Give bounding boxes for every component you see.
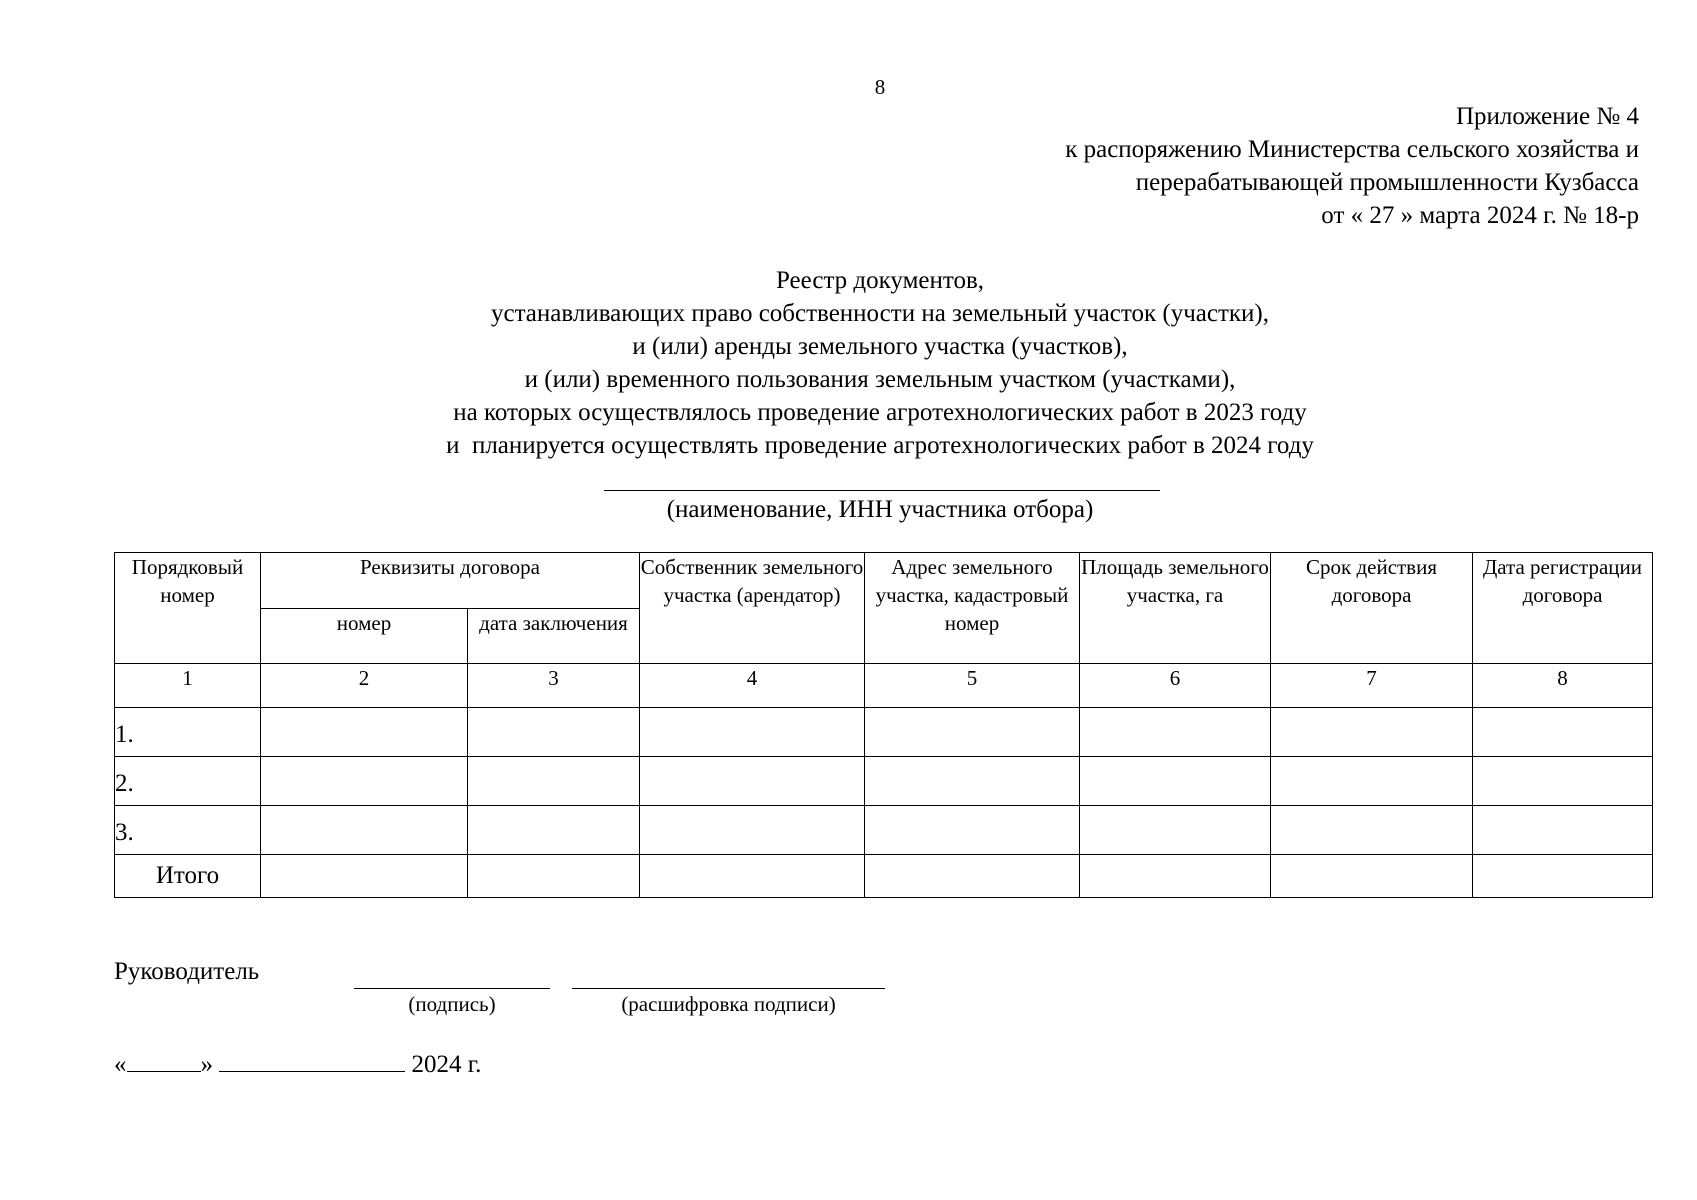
date-open-quote: « — [114, 1051, 127, 1078]
registry-table — [114, 552, 1653, 898]
table-cell[interactable] — [865, 855, 1080, 898]
column-number-row — [115, 664, 1653, 708]
table-cell[interactable] — [865, 806, 1080, 855]
date-close-quote: » — [200, 1051, 213, 1078]
appendix-line: Приложение № 4 — [1455, 103, 1639, 130]
appendix-line: перерабатывающей промышленности Кузбасса — [1135, 169, 1639, 196]
total-row — [115, 855, 1653, 898]
header-term: Срок действия договора — [1271, 553, 1473, 664]
table-cell[interactable] — [261, 806, 468, 855]
row-index: 3. — [115, 806, 261, 855]
title-line: и планируется осуществлять проведение агротехнологических работ в 2024 году — [446, 432, 1314, 459]
header-contract-date: дата заключения — [468, 609, 640, 664]
date-line — [114, 1049, 481, 1079]
table-row — [115, 757, 1653, 806]
table-row — [115, 806, 1653, 855]
participant-name-line[interactable] — [604, 490, 1160, 491]
header-contract-number: номер — [261, 609, 468, 664]
table-cell[interactable] — [640, 708, 865, 757]
header-area: Площадь земельного участка, га — [1080, 553, 1271, 664]
signature-caption: (подпись) — [408, 992, 496, 1016]
title-line: и (или) аренды земельного участка (участков), — [632, 333, 1128, 360]
table-cell[interactable] — [261, 855, 468, 898]
table-cell[interactable] — [261, 757, 468, 806]
table-cell[interactable] — [1271, 757, 1473, 806]
title-line: устанавливающих право собственности на земельный участок (участки), — [490, 300, 1269, 327]
table-cell[interactable] — [1473, 757, 1653, 806]
table-cell[interactable] — [640, 757, 865, 806]
table-cell[interactable] — [261, 708, 468, 757]
participant-caption: (наименование, ИНН участника отбора) — [666, 496, 1094, 523]
appendix-line: от « 27 » марта 2024 г. № 18-р — [1321, 202, 1639, 229]
table-cell[interactable] — [1080, 806, 1271, 855]
appendix-line: к распоряжению Министерства сельского хозяйства и — [1065, 136, 1639, 163]
table-cell[interactable] — [1080, 855, 1271, 898]
table-cell[interactable] — [1271, 806, 1473, 855]
column-number: 1 — [115, 664, 261, 708]
table-cell[interactable] — [1080, 708, 1271, 757]
document-title — [0, 264, 1697, 462]
header-contract-details: Реквизиты договора — [261, 553, 640, 609]
day-blank[interactable] — [127, 1049, 201, 1072]
column-number: 5 — [865, 664, 1080, 708]
column-number: 3 — [468, 664, 640, 708]
table-row — [115, 708, 1653, 757]
table-cell[interactable] — [1080, 757, 1271, 806]
page-number: 8 — [874, 75, 886, 99]
table-cell[interactable] — [468, 855, 640, 898]
column-number: 7 — [1271, 664, 1473, 708]
title-line: Реестр документов, — [775, 267, 985, 294]
table-cell[interactable] — [1271, 708, 1473, 757]
header-row — [115, 553, 1653, 609]
table-cell[interactable] — [640, 806, 865, 855]
month-blank[interactable] — [219, 1049, 405, 1072]
signature-decoding-line[interactable] — [572, 988, 885, 989]
header-registration-date: Дата регистрации договора — [1473, 553, 1653, 664]
total-label: Итого — [115, 855, 261, 898]
table-cell[interactable] — [1473, 806, 1653, 855]
table-cell[interactable] — [865, 757, 1080, 806]
column-number: 8 — [1473, 664, 1653, 708]
signature-decoding-caption: (расшифровка подписи) — [621, 992, 836, 1016]
header-address: Адрес земельного участка, кадастровый номер — [865, 553, 1080, 664]
table-cell[interactable] — [1473, 708, 1653, 757]
column-number: 4 — [640, 664, 865, 708]
table-cell[interactable] — [468, 757, 640, 806]
date-year: 2024 г. — [411, 1051, 482, 1078]
header-owner: Собственник земельного участка (арендатор) — [640, 553, 865, 664]
table-cell[interactable] — [468, 708, 640, 757]
column-number: 2 — [261, 664, 468, 708]
table-cell[interactable] — [865, 708, 1080, 757]
title-line: и (или) временного пользования земельным участком (участками), — [524, 366, 1236, 393]
table-cell[interactable] — [640, 855, 865, 898]
table-cell[interactable] — [1473, 855, 1653, 898]
header-order-number: Порядковый номер — [115, 553, 261, 664]
row-index: 2. — [115, 757, 261, 806]
row-index: 1. — [115, 708, 261, 757]
column-number: 6 — [1080, 664, 1271, 708]
title-line: на которых осуществлялось проведение агротехнологических работ в 2023 году — [453, 399, 1307, 426]
table-cell[interactable] — [468, 806, 640, 855]
head-label: Руководитель — [114, 958, 260, 985]
table-cell[interactable] — [1271, 855, 1473, 898]
signature-line[interactable] — [354, 988, 550, 989]
appendix-block — [1065, 100, 1639, 232]
